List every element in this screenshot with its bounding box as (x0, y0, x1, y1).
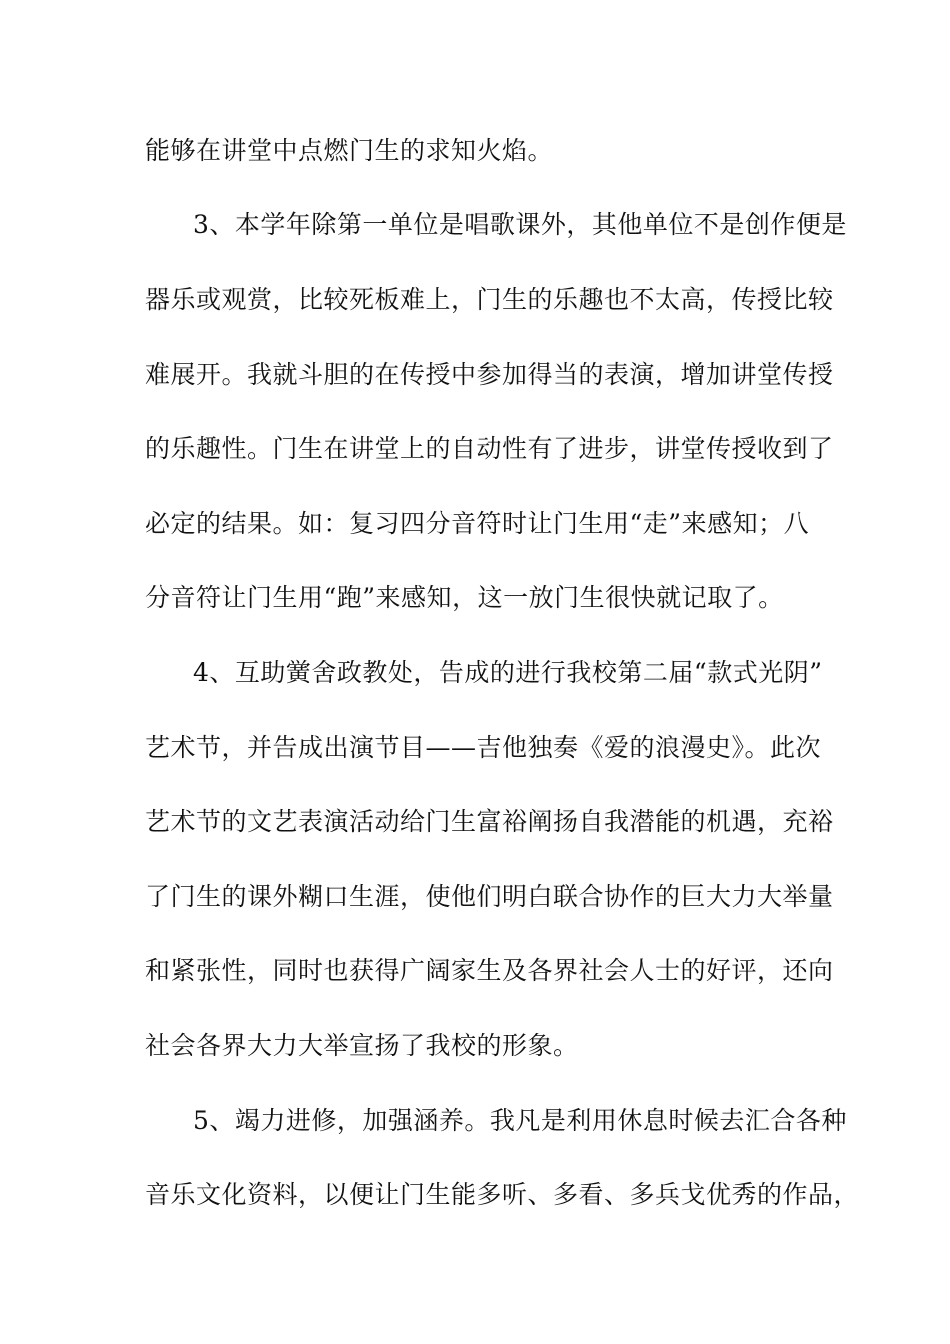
paragraph-line: 器乐或观赏，比较死板难上，门生的乐趣也不太高，传授比较 (145, 285, 834, 314)
paragraph-line: 5、竭力进修，加强涵养。我凡是利用休息时候去汇合各种 (193, 1106, 847, 1135)
paragraph-line: 必定的结果。如：复习四分音符时让门生用“走”来感知；八 (145, 509, 810, 538)
paragraph-line: 能够在讲堂中点燃门生的求知火焰。 (145, 136, 554, 165)
paragraph-line: 3、本学年除第一单位是唱歌课外，其他单位不是创作便是 (193, 210, 847, 239)
paragraph-line: 4、互助黉舍政教处，告成的进行我校第二届“款式光阴” (193, 658, 823, 687)
paragraph-line: 社会各界大力大举宣扬了我校的形象。 (145, 1031, 579, 1060)
paragraph-line: 的乐趣性。门生在讲堂上的自动性有了进步，讲堂传授收到了 (145, 434, 834, 463)
paragraph-line: 音乐文化资料，以便让门生能多听、多看、多兵戈优秀的作品， (145, 1180, 860, 1209)
paragraph-line: 艺术节的文艺表演活动给门生富裕阐扬自我潜能的机遇，充裕 (145, 807, 834, 836)
paragraph-line: 分音符让门生用“跑”来感知，这一放门生很快就记取了。 (145, 583, 784, 612)
paragraph-line: 难展开。我就斗胆的在传授中参加得当的表演，增加讲堂传授 (145, 360, 834, 389)
paragraph-line: 艺术节，并告成出演节目——吉他独奏《爱的浪漫史》。此次 (145, 733, 822, 762)
paragraph-line: 和紧张性，同时也获得广阔家生及各界社会人士的好评，还向 (145, 956, 834, 985)
paragraph-line: 了门生的课外糊口生涯，使他们明白联合协作的巨大力大举量 (145, 882, 834, 911)
